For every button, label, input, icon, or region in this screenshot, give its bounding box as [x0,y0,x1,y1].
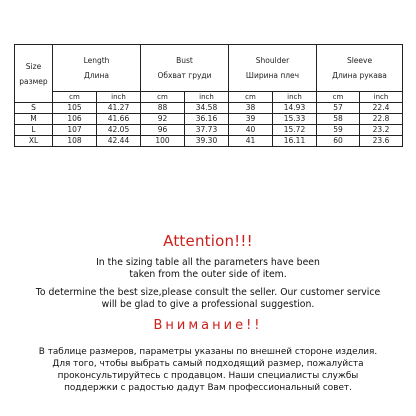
notice-ru-line: поддержки с радостью дадут Вам профессиональный совет. [64,383,352,393]
bust-cm-cell: 100 [141,136,185,147]
sleeve-header-cell [317,45,403,92]
sleeve-inch-cell: 23.6 [360,136,403,147]
size-cell: S [15,103,53,114]
notice-ru-line: В таблице размеров, параметры указаны по внешней стороне изделия. [38,347,378,357]
attention-title-ru: Внимание!! [153,318,263,333]
unit-header-row [15,92,403,103]
notice-ru-line: Для того, чтобы выбрать самый подходящий размер, пожалуйста [52,359,364,369]
size-cell: XL [15,136,53,147]
sleeve-inch-cell: 23.2 [360,125,403,136]
unit-cm: cm [229,92,273,103]
length-cm-cell: 105 [53,103,97,114]
notice-en-line: In the sizing table all the parameters have been [96,257,320,268]
bust-header-ru: Обхват груди [157,71,212,80]
shoulder-inch-cell: 15.72 [273,125,317,136]
shoulder-cm-cell: 40 [229,125,273,136]
table-row [15,114,403,125]
table-row [15,103,403,114]
bust-cm-cell: 92 [141,114,185,125]
sleeve-header-ru: Длина рукава [332,71,387,80]
length-header-cell [53,45,141,92]
table-row [15,136,403,147]
table-header-row [15,45,403,92]
size-header-ru: размер [19,76,48,86]
length-inch-cell: 42.05 [97,125,141,136]
table-row [15,125,403,136]
bust-inch-cell: 36.16 [185,114,229,125]
attention-title-en: Attention!!! [163,232,253,250]
shoulder-cm-cell: 41 [229,136,273,147]
length-header-en: Length [83,56,110,65]
size-header-cell [15,45,53,103]
size-header-en: Size [25,61,42,71]
notice-ru-line: проконсультируйтесь с продавцом. Наши специалисты службы [57,371,359,381]
sleeve-cm-cell: 60 [317,136,360,147]
shoulder-inch-cell: 15.33 [273,114,317,125]
shoulder-inch-cell: 14.93 [273,103,317,114]
length-inch-cell: 42.44 [97,136,141,147]
sleeve-inch-cell: 22.4 [360,103,403,114]
shoulder-inch-cell: 16.11 [273,136,317,147]
shoulder-header-cell [229,45,317,92]
length-header-ru: Длина [83,71,110,80]
length-cm-cell: 108 [53,136,97,147]
sleeve-inch-cell: 22.8 [360,114,403,125]
size-cell: M [15,114,53,125]
size-cell: L [15,125,53,136]
unit-cm: cm [53,92,97,103]
size-chart-table [14,44,403,147]
bust-inch-cell: 37.73 [185,125,229,136]
bust-cm-cell: 88 [141,103,185,114]
length-cm-cell: 106 [53,114,97,125]
sleeve-cm-cell: 57 [317,103,360,114]
sleeve-header-en: Sleeve [346,56,373,65]
shoulder-cm-cell: 39 [229,114,273,125]
length-cm-cell: 107 [53,125,97,136]
bust-header-en: Bust [176,56,193,65]
bust-cm-cell: 96 [141,125,185,136]
bust-inch-cell: 34.58 [185,103,229,114]
unit-cm: cm [317,92,360,103]
unit-inch: inch [185,92,229,103]
bust-inch-cell: 39.30 [185,136,229,147]
sleeve-cm-cell: 59 [317,125,360,136]
sleeve-cm-cell: 58 [317,114,360,125]
unit-inch: inch [360,92,403,103]
shoulder-cm-cell: 38 [229,103,273,114]
notice-en-line: will be glad to give a professional suggestion. [101,299,315,310]
unit-cm: cm [141,92,185,103]
notice-en-line: taken from the outer side of item. [129,269,287,280]
shoulder-header-en: Shoulder [255,56,290,65]
bust-header-cell [141,45,229,92]
notice-text-en [0,257,416,311]
notice-text-ru [0,346,416,394]
shoulder-header-ru: Ширина плеч [245,71,300,80]
length-inch-cell: 41.66 [97,114,141,125]
unit-inch: inch [273,92,317,103]
notice-en-line: To determine the best size,please consult the seller. Our customer service [35,287,381,298]
unit-inch: inch [97,92,141,103]
length-inch-cell: 41.27 [97,103,141,114]
